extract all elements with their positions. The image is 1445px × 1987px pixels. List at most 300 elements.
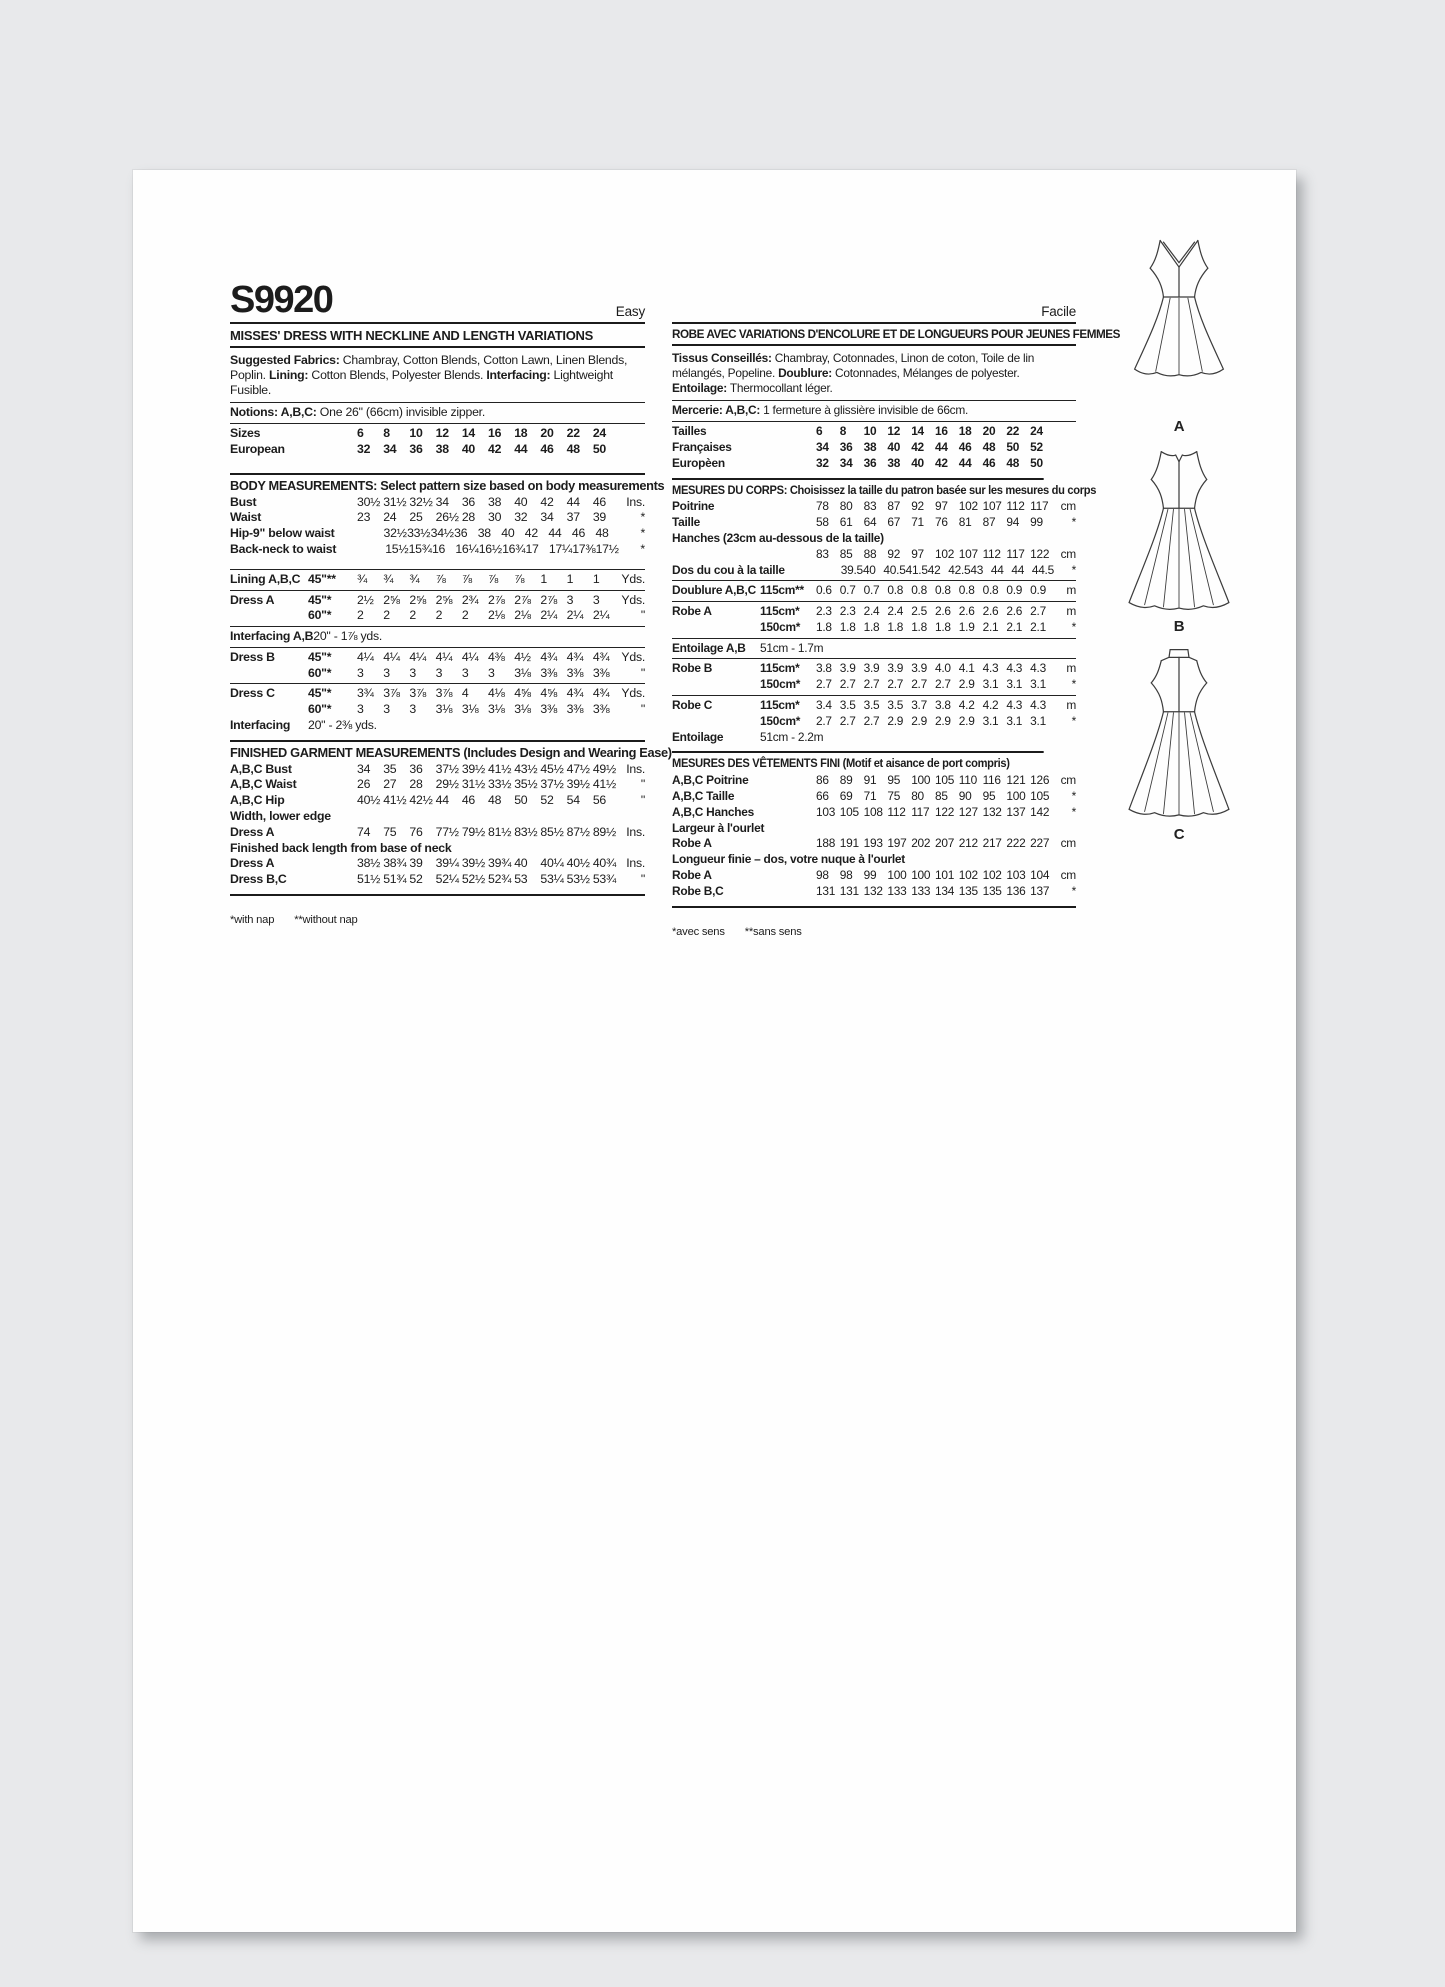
cell-value: 52½ — [461, 872, 485, 887]
cell-value: 36 — [839, 439, 853, 454]
cell-note-text: 20" - 1⅞ yds. — [313, 629, 383, 644]
bold-text: Interfacing: — [486, 367, 551, 382]
cell-value: 1.8 — [839, 619, 856, 634]
cell-value: 4¾ — [592, 649, 610, 664]
cell-value: 36 — [409, 441, 423, 456]
cell-value: 52 — [540, 793, 554, 808]
cell-value: 46 — [592, 494, 607, 509]
cell-value: 2.9 — [911, 713, 927, 728]
cell-value: 100 — [911, 773, 931, 788]
cell-value: 4¾ — [540, 649, 558, 664]
cell-value: 51¾ — [383, 872, 407, 887]
cell-value: 56 — [592, 793, 607, 808]
cell-label: Hip-9" below waist — [230, 526, 335, 541]
cell-value: 83 — [863, 499, 877, 514]
cell-value: 44 — [435, 793, 449, 808]
table-row-vals — [230, 762, 645, 778]
cell-unit: cm — [1060, 868, 1076, 883]
french-column — [672, 275, 1120, 938]
bold-text: Doublure: — [778, 365, 832, 380]
table-row-note — [672, 638, 1076, 657]
cell-value: 3.9 — [911, 661, 927, 676]
view-label-c: C — [1173, 826, 1185, 843]
cell-value: 47½ — [566, 761, 590, 776]
cell-value: 80 — [839, 499, 853, 514]
cell-value: 28 — [461, 510, 475, 525]
cell-value: 0.7 — [863, 583, 880, 598]
cell-unit: Yds. — [621, 686, 646, 701]
table-row-sizes — [230, 442, 645, 458]
cell-value: 30½ — [357, 494, 381, 509]
footnote-sans-sens: **sans sens — [744, 925, 802, 938]
text: Chambray, Cotton Blends, Cotton Lawn, Linen Blends, Poplin. — [230, 352, 628, 382]
cell-value: 2⅞ — [514, 592, 531, 607]
cell-label: Robe A — [672, 604, 712, 619]
cell-value: 3 — [488, 665, 495, 680]
cell-value: 38 — [435, 441, 449, 456]
table-row-gap — [230, 458, 645, 467]
cell-label: A,B,C Hanches — [672, 804, 754, 819]
cell-unit: Yds. — [621, 649, 646, 664]
cell-value: 0.9 — [1006, 583, 1023, 598]
cell-value: 32 — [816, 455, 829, 470]
cell-value: 2⅞ — [540, 592, 558, 607]
cell-value: 2.6 — [934, 604, 951, 619]
table-row-head: BODY MEASUREMENTS: Select pattern size based on body measurements — [230, 473, 645, 495]
cell-value: 102 — [958, 499, 978, 514]
cell-value: 3.7 — [911, 698, 927, 713]
cell-value: 40 — [461, 441, 475, 456]
table-row-vals — [672, 773, 1076, 789]
cell-value: 112 — [1006, 499, 1025, 514]
cell-value: 133 — [911, 883, 931, 898]
table-row-vals — [672, 515, 1076, 531]
cell-width-sub: 45"* — [308, 592, 332, 607]
cell-value: 81 — [958, 515, 972, 530]
cell-value: 2.6 — [982, 604, 999, 619]
cell-value: 2.7 — [1030, 604, 1046, 619]
cell-value: 32½ — [383, 526, 407, 541]
table-row-vals — [230, 542, 645, 558]
cell-value: 1.8 — [934, 619, 951, 634]
table-row-rich — [672, 400, 1076, 419]
text: Cotton Blends, Polyester Blends. — [308, 367, 487, 382]
cell-value: 4.2 — [982, 698, 999, 713]
cell-value: 202 — [911, 836, 931, 851]
cell-unit: * — [1071, 789, 1076, 804]
cell-value: 50 — [1030, 455, 1043, 470]
cell-value: 207 — [934, 836, 955, 851]
cell-value: 191 — [839, 836, 859, 851]
cell-value: 188 — [816, 836, 836, 851]
table-row-vals — [672, 868, 1076, 884]
dress-view-b — [1118, 445, 1240, 635]
cell-value: 40 — [514, 856, 528, 871]
cell-value: 102 — [982, 868, 1002, 883]
cell-unit: Ins. — [626, 494, 646, 509]
cell-value: 4.0 — [934, 661, 951, 676]
cell-value: 44 — [1011, 562, 1025, 577]
cell-value: 107 — [958, 546, 978, 561]
cell-value: 103 — [816, 804, 836, 819]
cell-value: 85½ — [540, 824, 564, 839]
cell-value: 3⅞ — [409, 686, 427, 701]
table-row-end — [672, 906, 1076, 911]
cell-label: A,B,C Taille — [672, 789, 735, 804]
cell-value: 3 — [383, 702, 390, 717]
cell-value: 16 — [488, 426, 502, 441]
cell-value: 53¼ — [540, 872, 564, 887]
table-row-note — [672, 730, 1076, 746]
cell-value: 39.5 — [840, 562, 863, 577]
cell-value: 75 — [887, 789, 901, 804]
cell-value: 122 — [1030, 546, 1050, 561]
cell-value: 2.7 — [863, 677, 880, 692]
table-row-head: FINISHED GARMENT MEASUREMENTS (Includes Design and Wearing Ease) — [230, 740, 645, 762]
cell-value: 12 — [435, 426, 449, 441]
table-row-sizes — [672, 456, 1076, 472]
cell-value: 41.5 — [905, 562, 928, 577]
text: Chambray, Cotonnades, Linon de coton, Toile de lin mélangés, Popeline. — [672, 350, 1035, 380]
table-row-label: Largeur à l'ourlet — [672, 820, 765, 835]
cell-value: 39½ — [566, 777, 590, 792]
cell-unit: * — [1071, 619, 1076, 634]
cell-unit: * — [640, 526, 645, 541]
cell-value: 24 — [592, 426, 607, 441]
cell-value: ⅞ — [435, 571, 446, 586]
cell-value: 64 — [863, 515, 877, 530]
cell-value: 100 — [911, 868, 931, 883]
cell-value: 122 — [934, 804, 955, 819]
cell-value: 83½ — [514, 824, 538, 839]
cell-value: 81½ — [488, 824, 512, 839]
cell-value: 92 — [887, 546, 901, 561]
cell-value: 40½ — [566, 856, 590, 871]
cell-value: 42.5 — [948, 562, 971, 577]
cell-value: 53 — [514, 872, 528, 887]
cell-value: 137 — [1030, 883, 1050, 898]
cell-value: 6 — [816, 424, 823, 439]
french-footnote — [672, 926, 1076, 938]
cell-value: 61 — [839, 515, 853, 530]
cell-value: 33½ — [407, 526, 431, 541]
french-masthead — [672, 275, 1076, 319]
cell-value: 25 — [409, 510, 423, 525]
cell-value: 30 — [488, 510, 502, 525]
cell-label: Dress A — [230, 592, 275, 607]
cell-value: 1.8 — [816, 619, 832, 634]
cell-note-text: 51cm - 1.7m — [760, 640, 824, 655]
cell-value: 23 — [357, 510, 371, 525]
cell-value: 2 — [383, 608, 390, 623]
cell-value: 44 — [566, 494, 580, 509]
cell-value: ¾ — [409, 571, 420, 586]
cell-value: 41½ — [488, 761, 512, 776]
cell-value: 34 — [839, 455, 853, 470]
cell-unit: * — [1071, 677, 1076, 692]
cell-value: 0.8 — [887, 583, 904, 598]
cell-label: Dress A — [230, 824, 275, 839]
cell-value: 50 — [592, 441, 607, 456]
cell-label: Robe A — [672, 836, 712, 851]
cell-value: 33½ — [488, 777, 512, 792]
cell-value: 3 — [357, 702, 364, 717]
cell-value: 87 — [887, 499, 901, 514]
cell-value: 4 — [461, 686, 469, 701]
cell-value: 35½ — [514, 777, 538, 792]
cell-value: 32 — [514, 510, 528, 525]
cell-value: 40½ — [357, 793, 381, 808]
cell-value: 44 — [548, 526, 562, 541]
cell-value: 40¼ — [540, 856, 564, 871]
text: Lightweight Fusible. — [230, 367, 613, 398]
cell-value: 131 — [816, 883, 836, 898]
garment-views — [1104, 217, 1254, 853]
cell-value: 10 — [409, 426, 423, 441]
cell-value: 3 — [566, 592, 574, 607]
cell-value: 15¾ — [408, 541, 432, 556]
cell-value: 40 — [862, 562, 876, 577]
cell-value: 3.5 — [887, 698, 904, 713]
cell-value: 76 — [934, 515, 948, 530]
cell-unit: m — [1066, 604, 1076, 619]
cell-value: 2⅝ — [435, 592, 453, 607]
cell-value: 42 — [488, 441, 502, 456]
table-row-rich — [230, 352, 645, 400]
view-label-b: B — [1173, 618, 1185, 635]
cell-value: 44 — [958, 455, 972, 470]
cell-value: 34 — [383, 441, 397, 456]
cell-width-sub: 45"** — [308, 571, 336, 586]
cell-width-sub: 115cm* — [760, 698, 800, 713]
cell-unit: * — [1071, 515, 1076, 530]
cell-value: 52 — [1030, 439, 1043, 454]
cell-value: 42 — [911, 439, 924, 454]
cell-value: 3⅜ — [540, 665, 558, 680]
table-row-vals — [230, 872, 645, 888]
cell-value: 2⅛ — [514, 608, 531, 623]
cell-label: Robe C — [672, 698, 713, 713]
cell-label: Dress A — [230, 856, 275, 871]
cell-value: 12 — [887, 424, 901, 439]
cell-label: Doublure A,B,C — [672, 583, 756, 598]
cell-value: 0.8 — [958, 583, 975, 598]
table-row-rich — [672, 350, 1076, 398]
cell-value: 134 — [934, 883, 955, 898]
cell-value: 4⅝ — [540, 686, 558, 701]
cell-value: 4¾ — [566, 649, 584, 664]
cell-unit: Ins. — [626, 824, 646, 839]
cell-value: 3.4 — [816, 698, 832, 713]
cell-value: 137 — [1006, 804, 1026, 819]
cell-value: 2.1 — [1006, 619, 1023, 634]
cell-value: 4.3 — [1030, 698, 1046, 713]
cell-value: 42 — [540, 494, 554, 509]
cell-value: 2⅛ — [488, 608, 505, 623]
cell-value: 53¾ — [592, 872, 617, 887]
cell-value: 2.9 — [958, 677, 975, 692]
cell-value: 4.1 — [958, 661, 975, 676]
cell-value: 58 — [816, 515, 829, 530]
cell-value: 66 — [816, 789, 829, 804]
table-row-vals — [672, 620, 1076, 636]
cell-label: A,B,C Waist — [230, 777, 297, 792]
cell-value: 103 — [1006, 868, 1026, 883]
cell-label: Dress B,C — [230, 872, 287, 887]
table-row-vals — [672, 805, 1076, 821]
cell-value: 94 — [1006, 515, 1020, 530]
cell-value: 2.4 — [887, 604, 904, 619]
footnote-with-nap: *with nap — [230, 914, 275, 927]
cell-value: 67 — [887, 515, 901, 530]
cell-value: 2.6 — [958, 604, 975, 619]
cell-value: 1.8 — [863, 619, 880, 634]
cell-value: 101 — [934, 868, 955, 883]
cell-value: 4.3 — [982, 661, 999, 676]
cell-unit: " — [640, 665, 646, 680]
cell-value: 71 — [911, 515, 924, 530]
table-row-vals — [230, 647, 645, 666]
cell-value: 91 — [863, 773, 877, 788]
cell-value: 132 — [863, 883, 883, 898]
table-row-vals — [230, 608, 645, 624]
cell-value: 3⅛ — [488, 702, 505, 717]
table-row-vals — [672, 563, 1076, 579]
english-table — [230, 352, 672, 900]
cell-value: 69 — [839, 789, 853, 804]
cell-value: 0.6 — [816, 583, 832, 598]
cell-value: 36 — [863, 455, 877, 470]
bold-text: Lining: — [269, 367, 309, 382]
cell-value: 80 — [911, 789, 924, 804]
cell-value: 16¼ — [455, 541, 479, 556]
cell-value: 2½ — [357, 592, 374, 607]
cell-value: 44.5 — [1031, 562, 1054, 577]
bold-text: Tissus Conseillés: — [672, 350, 772, 365]
cell-value: 1.8 — [887, 619, 904, 634]
cell-value: 105 — [934, 773, 955, 788]
cell-value: 2.7 — [839, 713, 856, 728]
cell-label: Back-neck to waist — [230, 541, 337, 556]
cell-value: 105 — [839, 804, 859, 819]
cell-unit: " — [640, 702, 646, 717]
cell-value: 87½ — [566, 824, 590, 839]
cell-label: Robe A — [672, 868, 712, 883]
cell-value: 3 — [409, 665, 416, 680]
cell-value: 41½ — [383, 793, 407, 808]
cell-value: 2.6 — [1006, 604, 1023, 619]
cell-value: 74 — [357, 824, 371, 839]
cell-label: Entoilage A,B — [672, 640, 746, 655]
cell-value: 3⅜ — [566, 665, 584, 680]
cell-value: 2⅝ — [409, 592, 427, 607]
table-row-vals — [230, 510, 645, 526]
cell-value: 42 — [927, 562, 941, 577]
cell-value: 87 — [982, 515, 996, 530]
cell-value: 42½ — [409, 793, 433, 808]
cell-value: 127 — [958, 804, 978, 819]
cell-value: 90 — [958, 789, 972, 804]
cell-unit: cm — [1060, 499, 1076, 514]
view-label-a: A — [1173, 418, 1185, 435]
cell-value: 2 — [461, 608, 469, 623]
cell-width-sub: 115cm* — [760, 661, 800, 676]
cell-value: ⅞ — [461, 571, 472, 586]
cell-value: 38 — [863, 439, 877, 454]
table-row-vals — [230, 683, 645, 702]
cell-value: ¾ — [357, 571, 368, 586]
bold-text: Suggested Fabrics: — [230, 352, 340, 367]
cell-value: 45½ — [540, 761, 564, 776]
cell-value: 39½ — [461, 761, 485, 776]
table-row-vals — [672, 789, 1076, 805]
bold-text: Mercerie: A,B,C: — [672, 402, 761, 417]
cell-value: 3.8 — [816, 661, 832, 676]
table-row-vals — [230, 569, 645, 588]
cell-value: 2.9 — [887, 713, 904, 728]
cell-width-sub: 45"* — [308, 649, 332, 664]
cell-value: 117 — [911, 804, 930, 819]
cell-unit: " — [640, 793, 646, 808]
table-row-head: MESURES DES VÊTEMENTS FINI (Motif et aisance de port compris) — [672, 751, 1044, 773]
cell-value: 133 — [887, 883, 907, 898]
cell-unit: Ins. — [626, 856, 646, 871]
cell-value: 2.7 — [887, 677, 904, 692]
cell-label: Sizes — [230, 426, 261, 441]
table-row-vals — [672, 714, 1076, 730]
cell-value: 3⅞ — [435, 686, 453, 701]
cell-value: 105 — [1030, 789, 1050, 804]
cell-value: 3⅜ — [592, 665, 610, 680]
cell-value: 20 — [540, 426, 554, 441]
cell-value: 3.8 — [934, 698, 951, 713]
dress-c-illustration — [1118, 645, 1240, 825]
cell-value: 42 — [934, 455, 948, 470]
cell-value: 2¼ — [540, 608, 558, 623]
cell-value: 31½ — [461, 777, 485, 792]
cell-value: 40 — [911, 455, 924, 470]
cell-value: 24 — [383, 510, 397, 525]
cell-value: 3.1 — [982, 713, 999, 728]
cell-value: 98 — [839, 868, 853, 883]
table-row-sizes — [672, 440, 1076, 456]
cell-value: 99 — [863, 868, 877, 883]
cell-label: Taille — [672, 515, 701, 530]
table-row-label: Longueur finie – dos, votre nuque à l'ourlet — [672, 852, 905, 867]
cell-value: 75 — [383, 824, 397, 839]
cell-value: 43½ — [514, 761, 538, 776]
cell-value: 48 — [488, 793, 502, 808]
cell-value: 2 — [435, 608, 443, 623]
cell-value: 1 — [566, 571, 574, 586]
cell-value: 4⅜ — [488, 649, 505, 664]
table-row-vals — [230, 777, 645, 793]
text: 1 fermeture à glissière invisible de 66cm. — [760, 402, 969, 417]
table-row-vals — [672, 499, 1076, 515]
cell-label: European — [230, 441, 285, 456]
cell-value: 135 — [958, 883, 978, 898]
table-row-label: Finished back length from base of neck — [230, 840, 452, 855]
cell-value: 2.1 — [1030, 619, 1046, 634]
cell-value: 78 — [816, 499, 829, 514]
cell-value: 2.5 — [911, 604, 927, 619]
cell-value: ⅞ — [514, 571, 525, 586]
cell-value: 4¼ — [435, 649, 453, 664]
cell-value: 38 — [887, 455, 901, 470]
envelope-page — [133, 170, 1296, 1932]
cell-value: 48 — [595, 526, 609, 541]
cell-value: 121 — [1006, 773, 1026, 788]
